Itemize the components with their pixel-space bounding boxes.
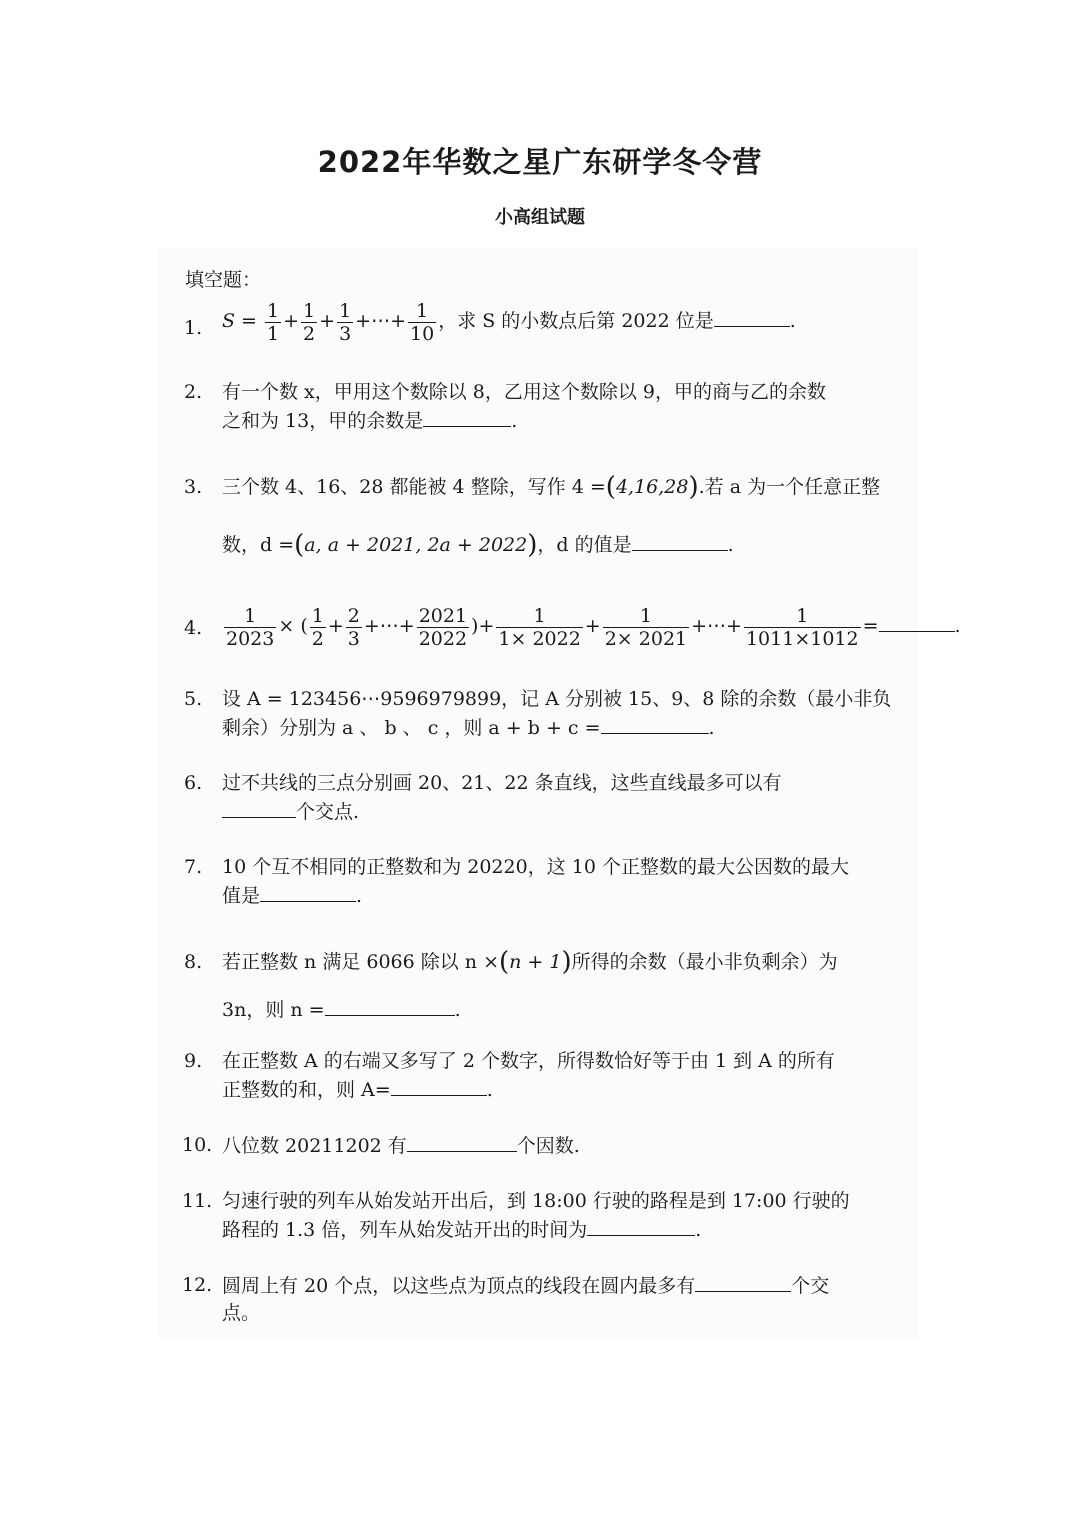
q4-frac-7: $\frac{1}{1011\times 1012}$ bbox=[745, 604, 859, 650]
q6-line-1: 过不共线的三点分别画 20、21、22 条直线，这些直线最多可以有 bbox=[222, 772, 782, 794]
q11-line-2: 路程的 1.3 倍，列车从始发站开出的时间为 . bbox=[222, 1215, 912, 1243]
q3-line-1: 三个数 4、16、28 都能被 4 整除，写作 4 =(4,16,28).若 a 为一个任意正整 bbox=[222, 472, 881, 502]
question-number: 9. bbox=[184, 1050, 203, 1072]
answer-blank[interactable] bbox=[391, 1075, 487, 1096]
answer-blank[interactable] bbox=[423, 406, 511, 427]
q1-end: . bbox=[789, 310, 796, 332]
answer-blank[interactable] bbox=[325, 995, 455, 1016]
question-number: 4. bbox=[184, 617, 203, 639]
q4-expression: $\frac{1}{2023}$ × ( $\frac{1}{2}$ + $\frac{2}{3}$ +⋯+ $\frac{2021}{2022}$ )+ $\frac{1}{1\times 2022}$ + $\frac{1}{2\times 2021}$ +⋯+ $\frac{1}{1011\times 1012}$ = . bbox=[226, 604, 961, 650]
answer-blank[interactable] bbox=[632, 530, 728, 551]
q12-line-1: 圆周上有 20 个点，以这些点为顶点的线段在圆内最多有 个交 bbox=[222, 1271, 912, 1299]
q10-line-1: 八位数 20211202 有 个因数. bbox=[222, 1131, 912, 1159]
section-heading: 填空题： bbox=[185, 269, 262, 291]
question-number: 2. bbox=[184, 381, 203, 403]
q1-lhs: S = bbox=[222, 310, 257, 332]
question-number: 11. bbox=[182, 1190, 213, 1212]
question-number: 8. bbox=[184, 951, 203, 973]
q9-line-2: 正整数的和，则 A= . bbox=[222, 1075, 912, 1103]
answer-blank[interactable] bbox=[587, 1215, 695, 1236]
q7-line-2: 值是 . bbox=[222, 881, 912, 909]
q2-line-2: 之和为 13，甲的余数是 . bbox=[222, 406, 912, 434]
answer-blank[interactable] bbox=[260, 881, 356, 902]
question-number: 7. bbox=[184, 856, 203, 878]
page-title: 2022年华数之星广东研学冬令营 bbox=[317, 145, 763, 179]
q1-frac-1: $\frac{1}{1}$ bbox=[267, 299, 280, 345]
question-number: 5. bbox=[184, 688, 203, 710]
q11-line-1: 匀速行驶的列车从始发站开出后，到 18:00 行驶的路程是到 17:00 行驶的 bbox=[222, 1190, 850, 1212]
q1-text: ，求 S 的小数点后第 2022 位是 bbox=[438, 310, 714, 332]
q4-frac-2: $\frac{1}{2}$ bbox=[311, 604, 324, 650]
answer-blank[interactable] bbox=[601, 713, 709, 734]
q1-frac-3: $\frac{1}{3}$ bbox=[339, 299, 352, 345]
answer-blank[interactable] bbox=[407, 1131, 517, 1152]
answer-blank[interactable] bbox=[714, 306, 790, 327]
q7-line-1: 10 个互不相同的正整数和为 20220，这 10 个正整数的最大公因数的最大 bbox=[222, 856, 849, 878]
q2-line-1: 有一个数 x，甲用这个数除以 8，乙用这个数除以 9，甲的商与乙的余数 bbox=[222, 381, 827, 403]
q5-line-1: 设 A = 123456⋯9596979899，记 A 分别被 15、9、8 除的余数（最小非负 bbox=[222, 688, 892, 710]
question-number: 12. bbox=[182, 1274, 213, 1296]
q9-line-1: 在正整数 A 的右端又多写了 2 个数字，所得数恰好等于由 1 到 A 的所有 bbox=[222, 1050, 835, 1072]
question-number: 6. bbox=[184, 772, 203, 794]
q8-line-2: 3n，则 n = . bbox=[222, 995, 912, 1023]
q4-frac-5: $\frac{1}{1\times 2022}$ bbox=[498, 604, 581, 650]
question-number: 3. bbox=[184, 476, 203, 498]
question-number: 10. bbox=[182, 1134, 213, 1156]
q4-frac-4: $\frac{2021}{2022}$ bbox=[418, 604, 468, 650]
q4-frac-6: $\frac{1}{2\times 2021}$ bbox=[604, 604, 688, 650]
q1-dots: +⋯+ bbox=[355, 310, 406, 332]
question-number: 1. bbox=[184, 317, 203, 339]
answer-blank[interactable] bbox=[222, 797, 296, 818]
q3-line-2: 数，d =(a, a + 2021, 2a + 2022)，d 的值是 . bbox=[222, 530, 734, 560]
q4-frac-1: $\frac{1}{2023}$ bbox=[226, 604, 275, 650]
q6-line-2: 个交点. bbox=[222, 797, 912, 825]
q12-line-2: 点。 bbox=[222, 1302, 261, 1324]
answer-blank[interactable] bbox=[879, 611, 955, 632]
q1-frac-4: $\frac{1}{10}$ bbox=[410, 299, 435, 345]
answer-blank[interactable] bbox=[695, 1271, 791, 1292]
q5-line-2: 剩余）分别为 a 、 b 、 c ，则 a + b + c = . bbox=[222, 713, 912, 741]
q1-frac-2: $\frac{1}{2}$ bbox=[303, 299, 316, 345]
q8-line-1: 若正整数 n 满足 6066 除以 n ×(n + 1)所得的余数（最小非负剩余）为 bbox=[222, 947, 838, 977]
page-subtitle: 小高组试题 bbox=[495, 207, 585, 228]
q4-frac-3: $\frac{2}{3}$ bbox=[347, 604, 360, 650]
